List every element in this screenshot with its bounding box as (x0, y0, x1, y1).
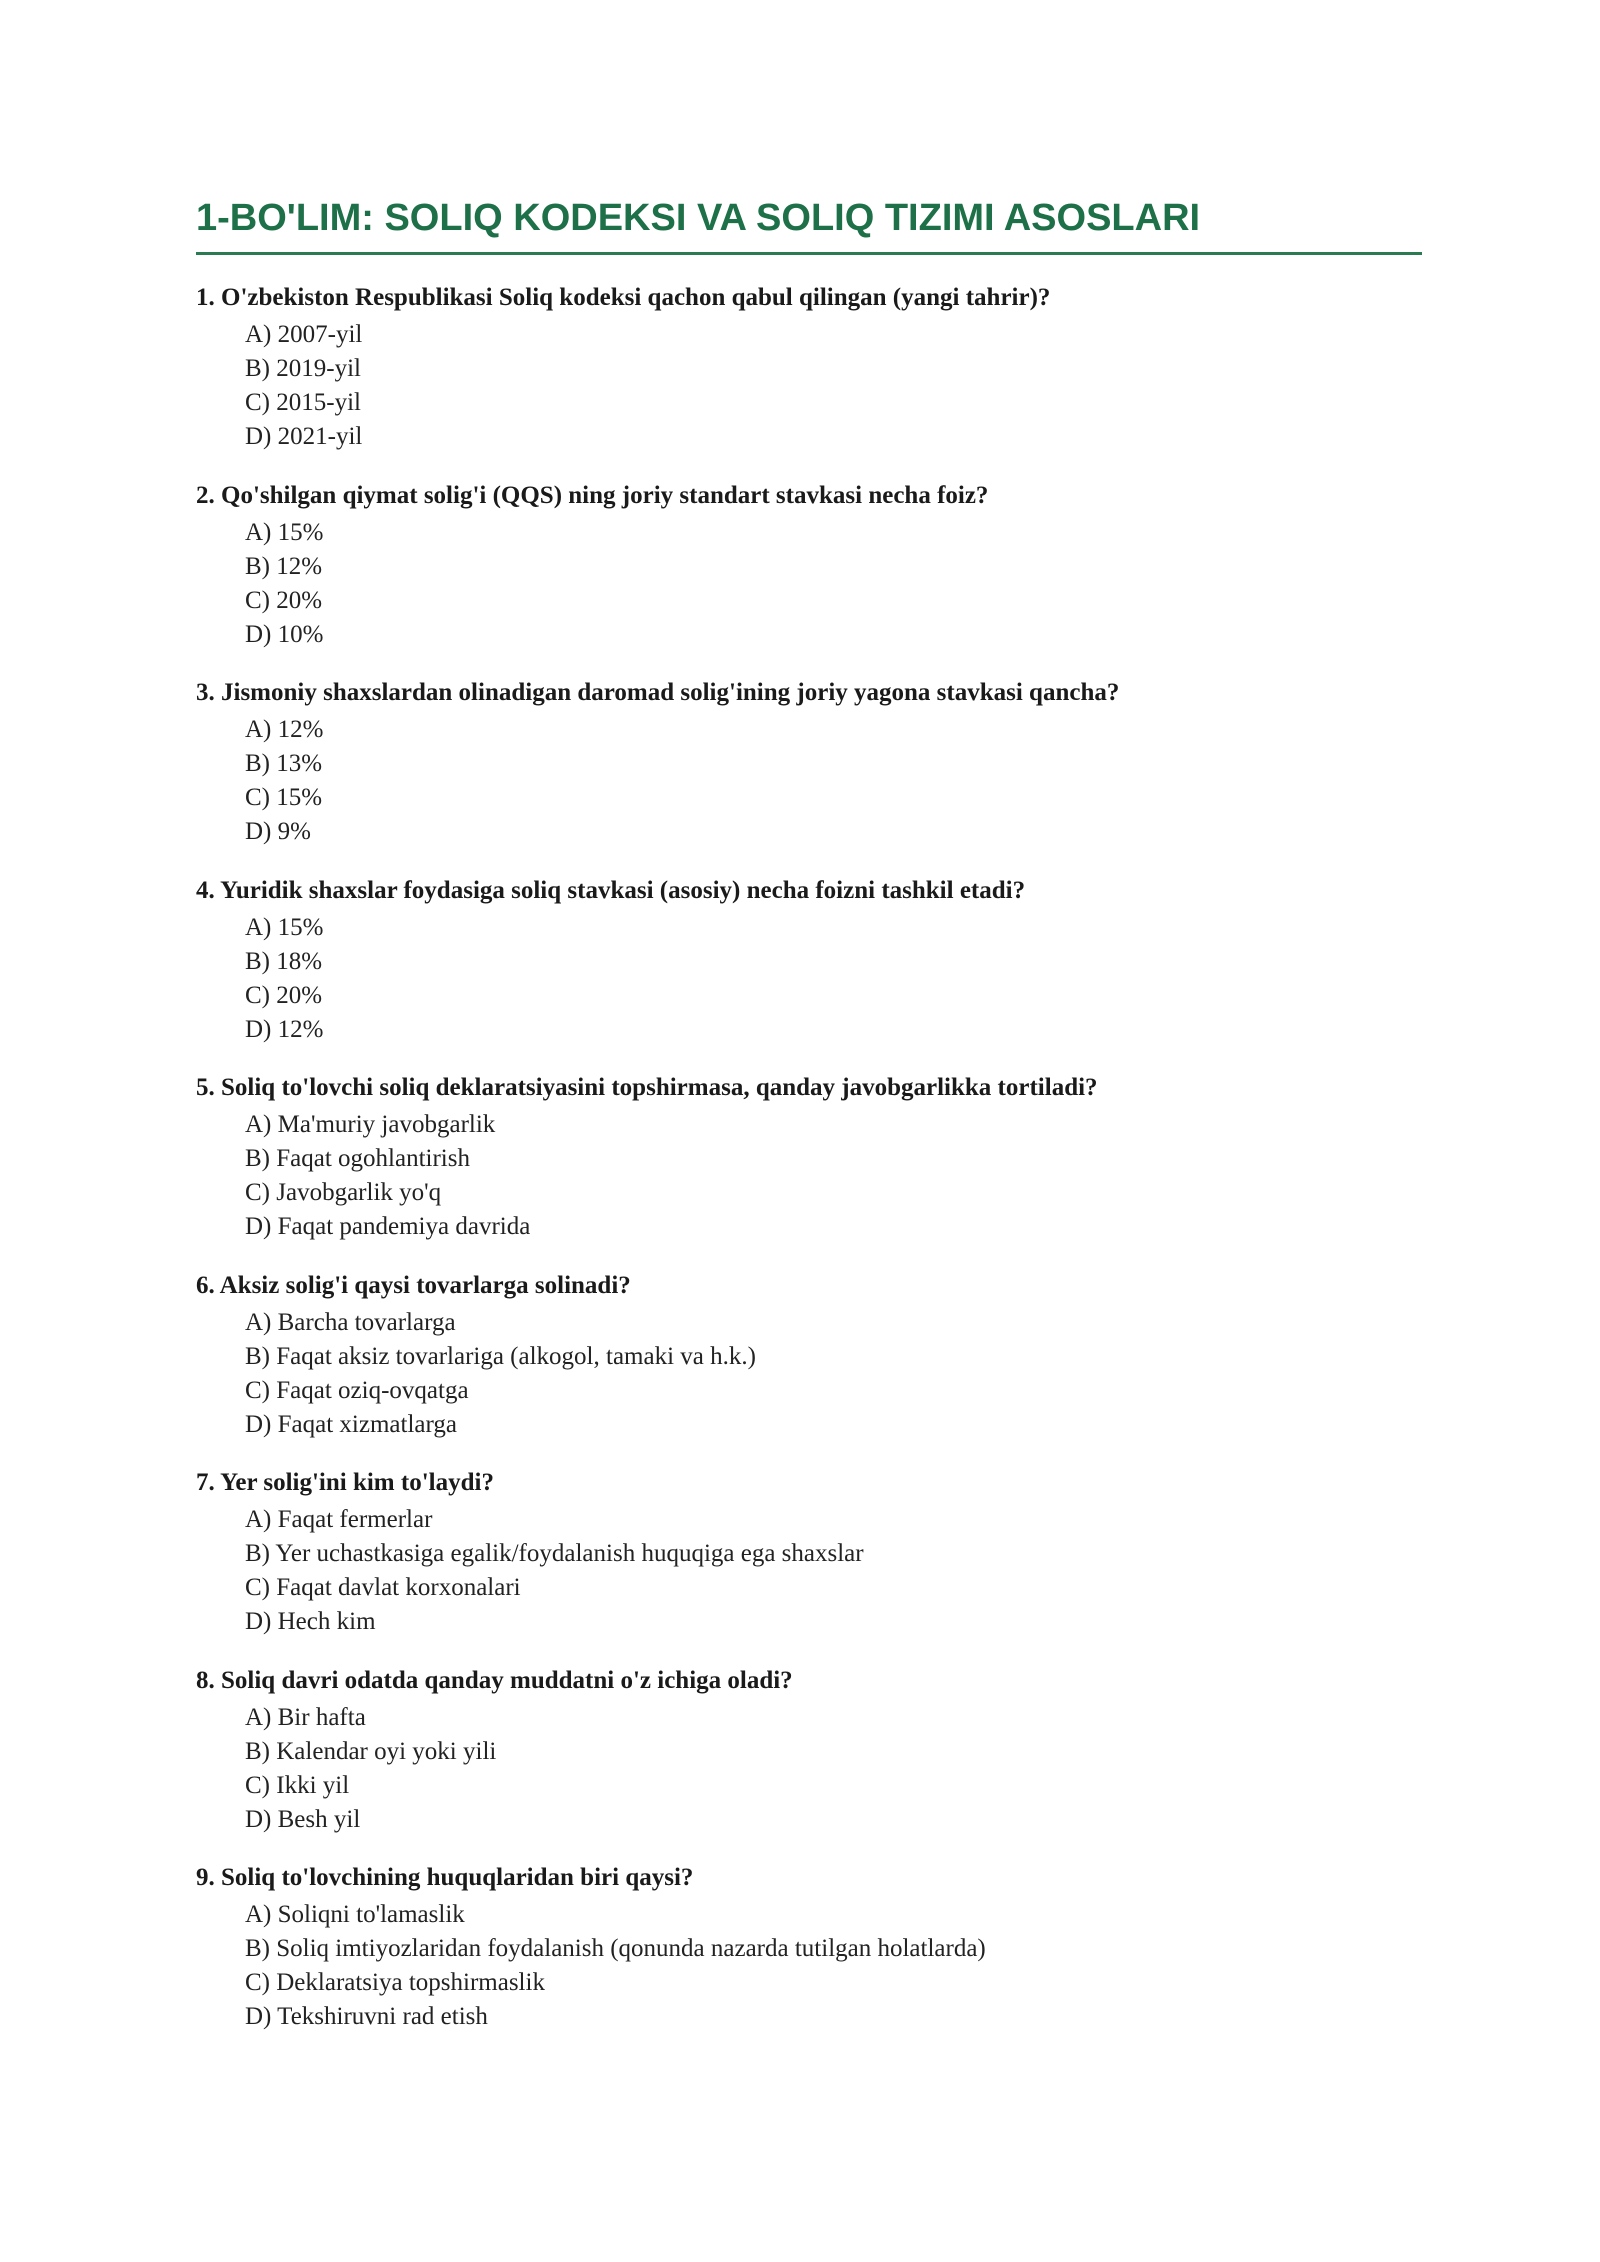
option-list (245, 1108, 530, 1244)
option-c: C) Faqat davlat korxonalari (245, 1574, 521, 1601)
option-list (245, 713, 323, 849)
option-list (245, 1701, 496, 1837)
question-5 (196, 1070, 1422, 1268)
option-d: D) 9% (245, 818, 311, 845)
option-b: B) Yer uchastkasiga egalik/foydalanish huquqiga ega shaxslar (245, 1540, 864, 1567)
question-8 (196, 1663, 1422, 1861)
option-a: A) 2007-yil (245, 321, 363, 348)
option-list (245, 1898, 986, 2034)
option-a: A) Faqat fermerlar (245, 1506, 433, 1533)
option-d: D) Faqat pandemiya davrida (245, 1213, 531, 1240)
question-list (196, 280, 1422, 2058)
question-text: 3. Jismoniy shaxslardan olinadigan daromad solig'ining joriy yagona stavkasi qancha? (196, 679, 1120, 706)
option-c: C) Faqat oziq-ovqatga (245, 1376, 469, 1404)
question-6 (196, 1268, 1422, 1466)
question-text: 9. Soliq to'lovchining huquqlaridan biri qaysi? (196, 1864, 694, 1891)
option-d: D) 10% (245, 620, 324, 648)
option-d: D) 12% (245, 1015, 324, 1043)
option-c: C) Deklaratsiya topshirmaslik (245, 1969, 545, 1996)
option-a: A) Ma'muriy javobgarlik (245, 1111, 496, 1138)
option-list (245, 911, 323, 1047)
question-text: 8. Soliq davri odatda qanday muddatni o'z ichiga oladi? (196, 1666, 793, 1694)
question-7 (196, 1465, 1422, 1663)
option-a: A) 15% (245, 518, 324, 546)
option-b: B) 2019-yil (245, 355, 361, 382)
question-text: 6. Aksiz solig'i qaysi tovarlarga solinadi? (196, 1271, 631, 1299)
option-c: C) 2015-yil (245, 389, 361, 416)
option-a: A) Barcha tovarlarga (245, 1308, 456, 1336)
question-text: 2. Qo'shilgan qiymat solig'i (QQS) ning joriy standart stavkasi necha foiz? (196, 481, 989, 509)
option-d: D) Faqat xizmatlarga (245, 1410, 457, 1438)
option-b: B) 13% (245, 750, 323, 777)
question-4 (196, 873, 1422, 1071)
option-c: C) 15% (245, 784, 323, 811)
question-text: 4. Yuridik shaxslar foydasiga soliq stavkasi (asosiy) necha foizni tashkil etadi? (196, 876, 1026, 904)
section-title: 1-BO'LIM: SOLIQ KODEKSI VA SOLIQ TIZIMI ASOSLARI (196, 197, 1201, 239)
question-2 (196, 478, 1422, 676)
option-b: B) 12% (245, 552, 323, 580)
option-b: B) Kalendar oyi yoki yili (245, 1737, 497, 1765)
section-divider (196, 252, 1422, 255)
question-1 (196, 280, 1422, 478)
option-d: D) 2021-yil (245, 423, 363, 450)
option-a: A) 15% (245, 913, 324, 941)
option-d: D) Hech kim (245, 1608, 376, 1635)
option-list (245, 1306, 756, 1442)
question-9 (196, 1860, 1422, 2058)
option-b: B) 18% (245, 947, 323, 975)
option-list (245, 1503, 864, 1639)
option-b: B) Soliq imtiyozlaridan foydalanish (qonunda nazarda tutilgan holatlarda) (245, 1935, 986, 1962)
option-a: A) Bir hafta (245, 1703, 366, 1731)
option-a: A) Soliqni to'lamaslik (245, 1901, 465, 1928)
option-list (245, 318, 362, 454)
question-text: 7. Yer solig'ini kim to'laydi? (196, 1469, 494, 1496)
option-c: C) 20% (245, 981, 323, 1009)
option-d: D) Besh yil (245, 1805, 361, 1833)
option-d: D) Tekshiruvni rad etish (245, 2003, 488, 2030)
option-c: C) 20% (245, 586, 323, 614)
option-list (245, 516, 323, 652)
option-b: B) Faqat ogohlantirish (245, 1145, 470, 1172)
question-text: 5. Soliq to'lovchi soliq deklaratsiyasini topshirmasa, qanday javobgarlikka tortiladi? (196, 1074, 1098, 1101)
question-text: 1. O'zbekiston Respublikasi Soliq kodeksi qachon qabul qilingan (yangi tahrir)? (196, 284, 1051, 311)
option-c: C) Ikki yil (245, 1771, 350, 1799)
question-3 (196, 675, 1422, 873)
option-b: B) Faqat aksiz tovarlariga (alkogol, tamaki va h.k.) (245, 1342, 756, 1370)
option-c: C) Javobgarlik yo'q (245, 1179, 442, 1206)
option-a: A) 12% (245, 716, 324, 743)
